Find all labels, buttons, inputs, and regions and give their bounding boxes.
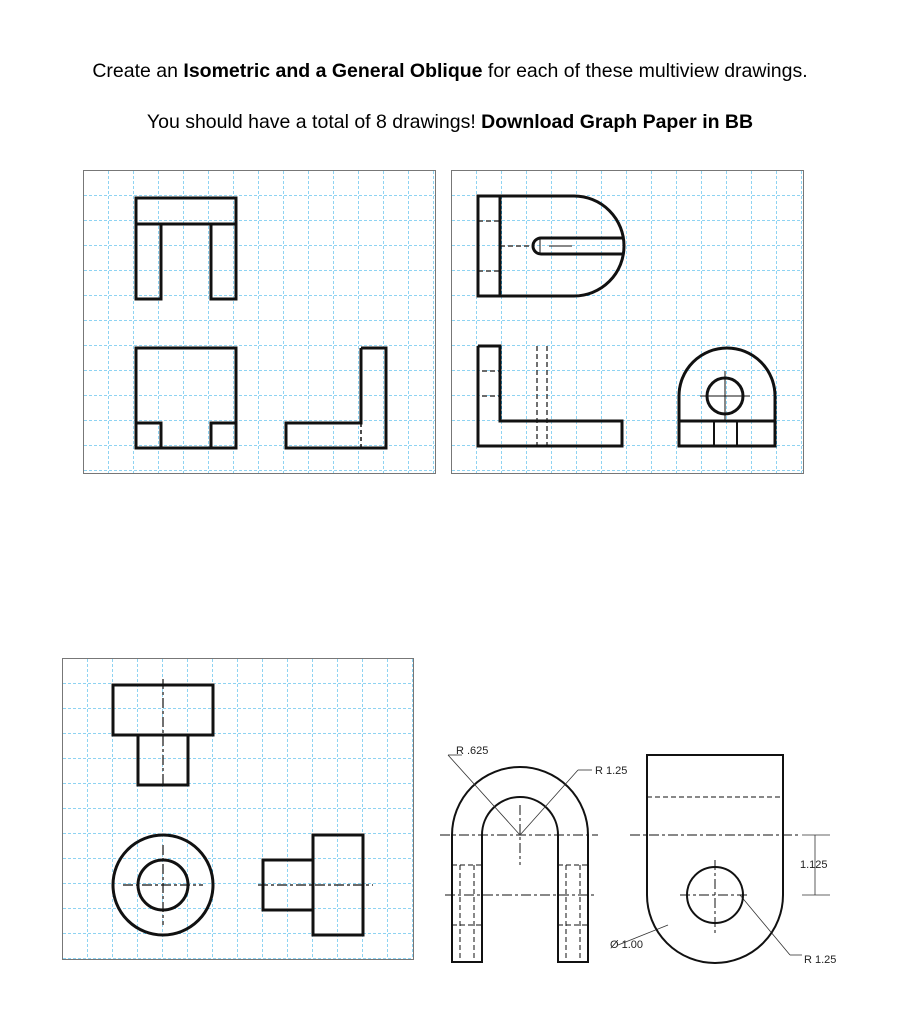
u-bracket-centerlines xyxy=(440,805,598,895)
drawing-panel-1 xyxy=(83,170,436,474)
instruction-line-2-prefix: You should have a total of 8 drawings! xyxy=(146,111,482,133)
instruction-line-2-bold: Download Graph Paper in BB xyxy=(481,111,754,133)
instruction-line-1-suffix: for each of these multiview drawings. xyxy=(482,60,808,82)
instruction-line-2 xyxy=(0,111,900,134)
drawing-panel-2 xyxy=(451,170,804,474)
dim-r125-bottom: R 1.25 xyxy=(804,954,837,966)
instruction-line-1-prefix: Create an xyxy=(92,60,184,82)
drawing-panel-4 xyxy=(430,735,870,975)
drawing-2-svg xyxy=(452,171,803,473)
dim-1125: 1.125 xyxy=(800,859,828,871)
graph-grid xyxy=(452,171,803,473)
side-view-extra xyxy=(630,797,800,935)
drawing-panel-3 xyxy=(62,658,414,960)
u-bracket-hidden xyxy=(452,865,588,962)
dim-r125-top: R 1.25 xyxy=(595,765,628,777)
drawing-3-svg xyxy=(63,659,413,959)
graph-grid xyxy=(63,659,413,959)
leaders xyxy=(448,755,830,955)
dim-dia-100: Ø 1.00 xyxy=(610,939,644,951)
drawing-4-svg xyxy=(430,735,870,975)
instruction-line-1 xyxy=(0,60,900,83)
instruction-line-1-bold: Isometric and a General Oblique xyxy=(183,60,483,82)
dim-r625: R .625 xyxy=(456,745,489,757)
drawing-1-svg xyxy=(84,171,435,473)
